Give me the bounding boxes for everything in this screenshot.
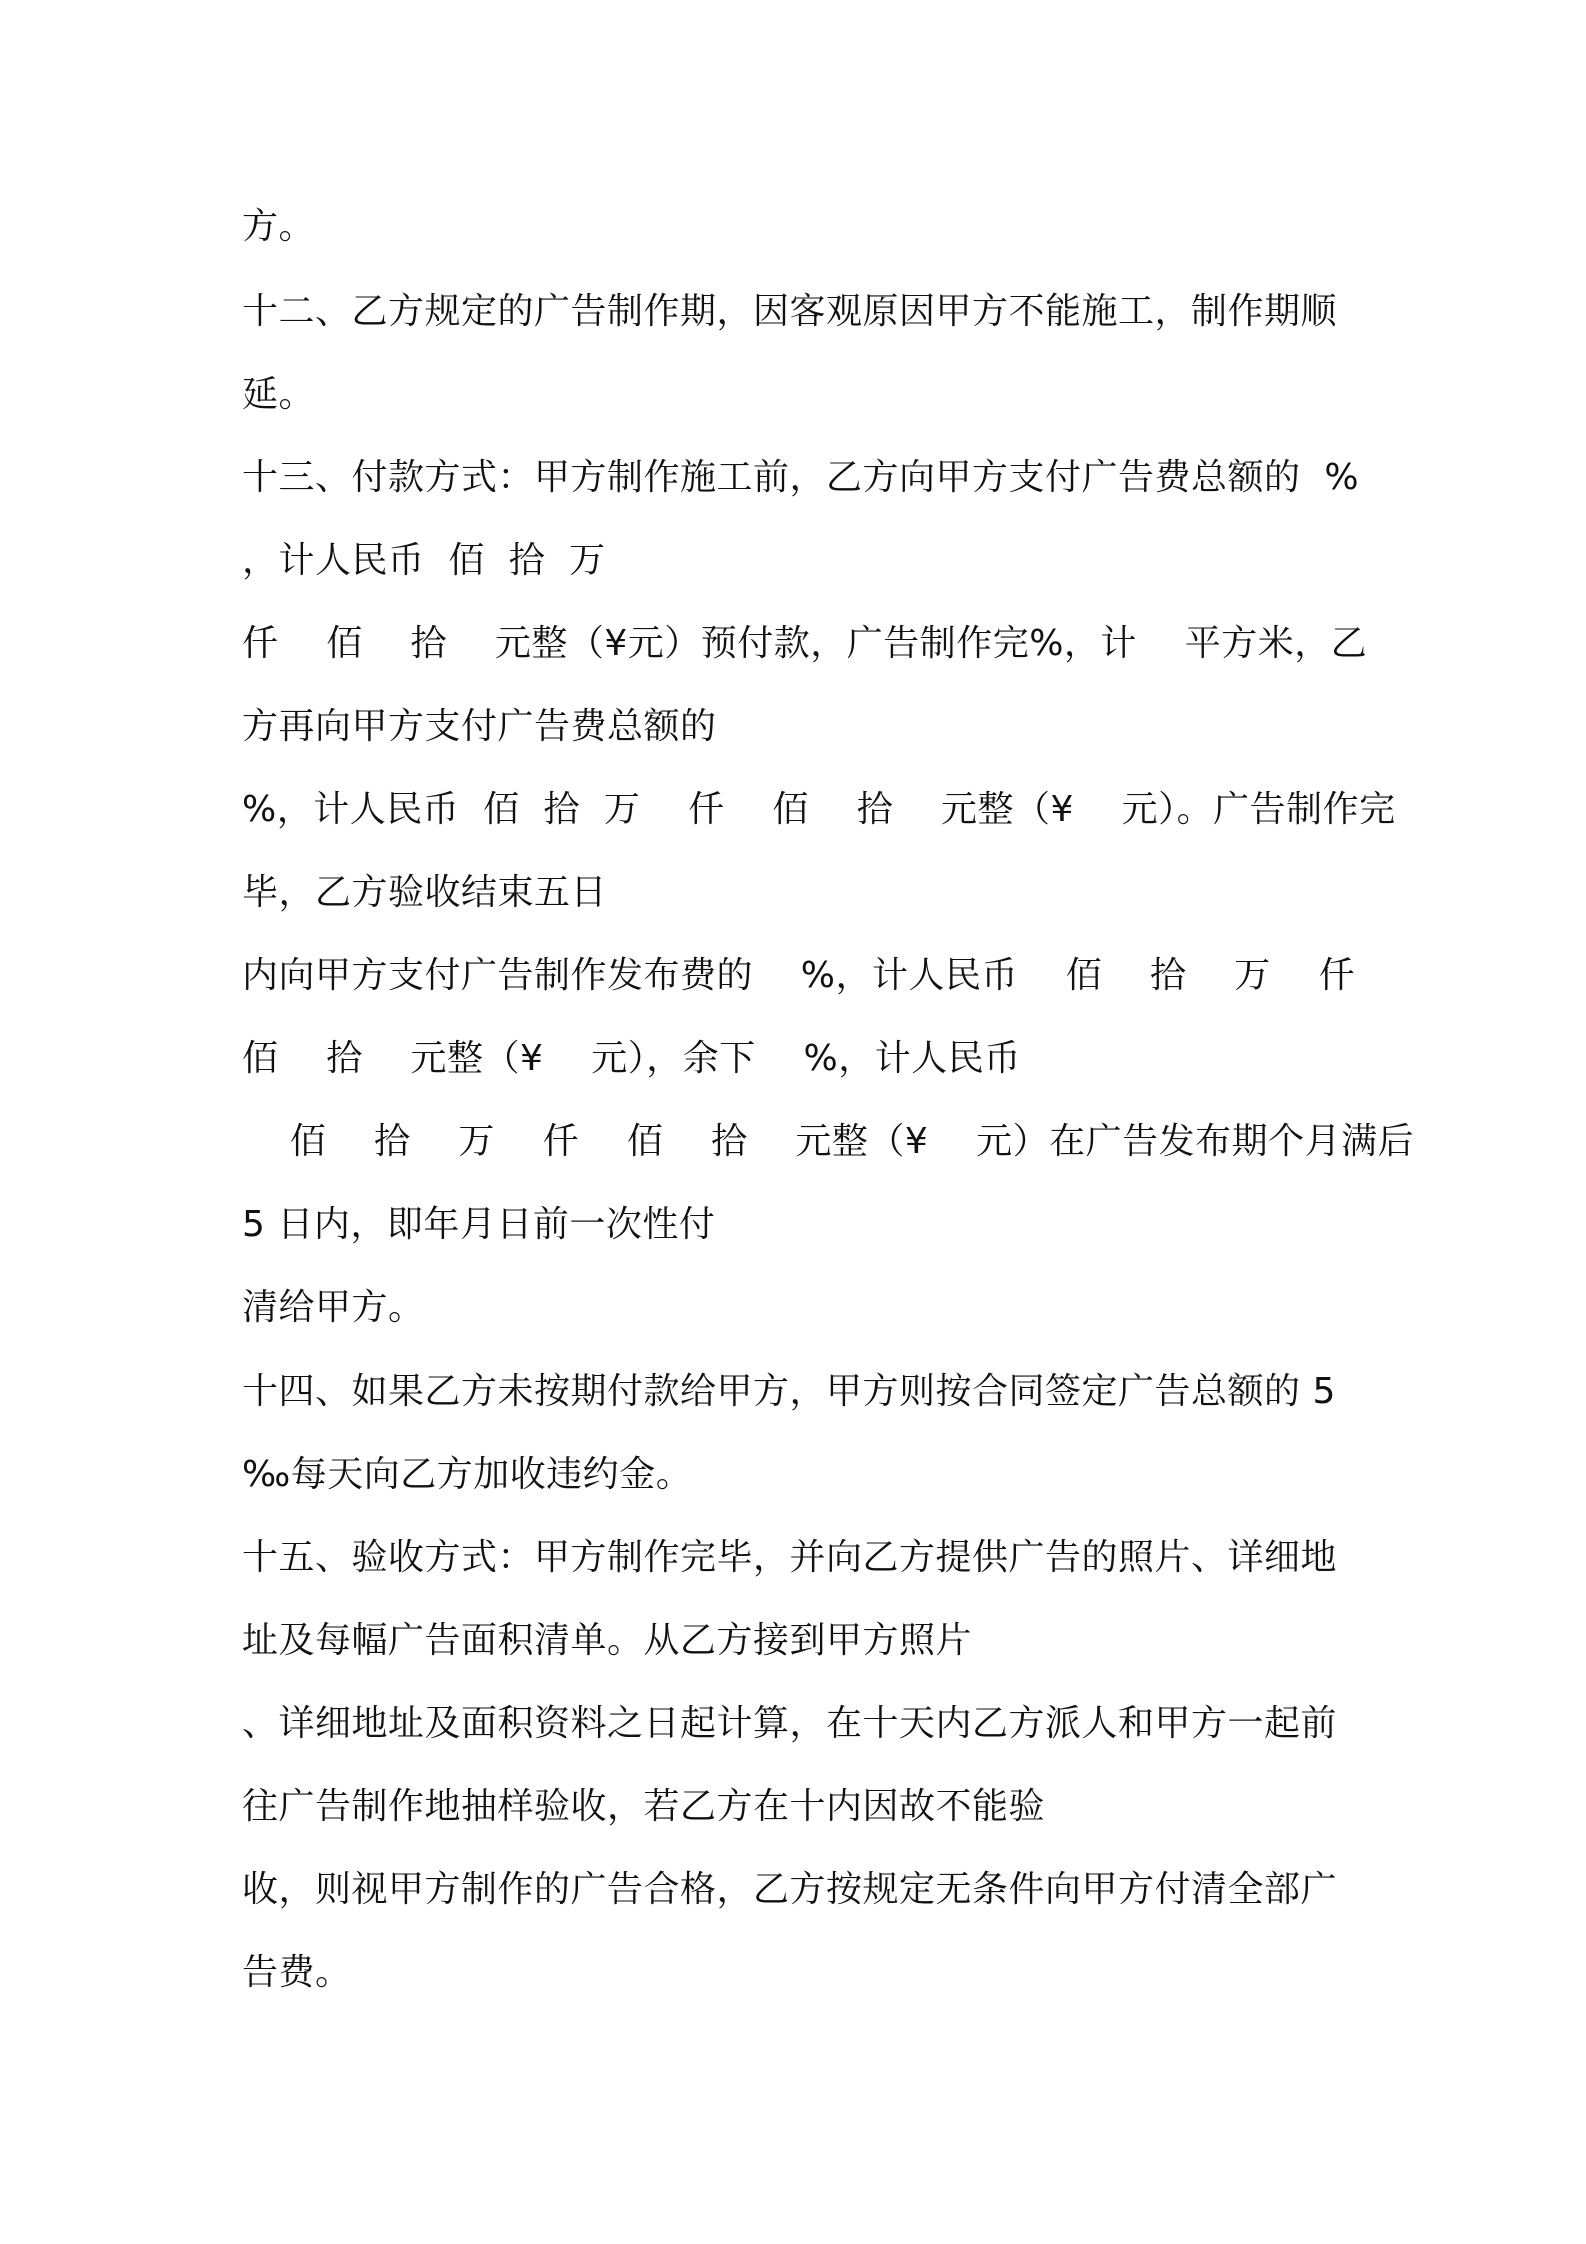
text-line: 十四、如果乙方未按期付款给甲方，甲方则按合同签定广告总额的 5 [242, 1371, 1336, 1412]
text-line: 方再向甲方支付广告费总额的 [242, 706, 717, 747]
text-line: 收，则视甲方制作的广告合格，乙方按规定无条件向甲方付清全部广 [242, 1869, 1338, 1910]
text-line: 往广告制作地抽样验收，若乙方在十内因故不能验 [242, 1786, 1046, 1827]
text-line: ，计人民币 佰 拾 万 [242, 540, 606, 581]
text-line: 佰 拾 元整（¥ 元），余下 %，计人民币 [242, 1038, 1021, 1079]
text-line: 仟 佰 拾 元整（¥元）预付款，广告制作完%，计 平方米，乙 [242, 623, 1368, 664]
text-line: 方。 [242, 206, 316, 247]
text-line: 、详细地址及面积资料之日起计算，在十天内乙方派人和甲方一起前 [242, 1703, 1338, 1744]
text-line: 清给甲方。 [242, 1287, 425, 1328]
text-line: 告费。 [242, 1952, 352, 1993]
text-line: ‰每天向乙方加收违约金。 [242, 1454, 693, 1495]
text-line: 内向甲方支付广告制作发布费的 %，计人民币 佰 拾 万 仟 [242, 955, 1356, 996]
text-line: 5 日内，即年月日前一次性付 [242, 1204, 716, 1245]
text-line: 十五、验收方式：甲方制作完毕，并向乙方提供广告的照片、详细地 [242, 1537, 1338, 1578]
text-line: 十三、付款方式：甲方制作施工前，乙方向甲方支付广告费总额的 % [242, 457, 1360, 498]
text-line: 毕，乙方验收结束五日 [242, 872, 608, 913]
text-line: 佰 拾 万 仟 佰 拾 元整（¥ 元）在广告发布期个月满后 [242, 1121, 1415, 1162]
text-line: 十二、乙方规定的广告制作期，因客观原因甲方不能施工，制作期顺 [242, 291, 1338, 332]
text-line: 址及每幅广告面积清单。从乙方接到甲方照片 [242, 1620, 973, 1661]
text-line: 延。 [242, 374, 316, 415]
text-line: %，计人民币 佰 拾 万 仟 佰 拾 元整（¥ 元）。广告制作完 [242, 789, 1396, 830]
